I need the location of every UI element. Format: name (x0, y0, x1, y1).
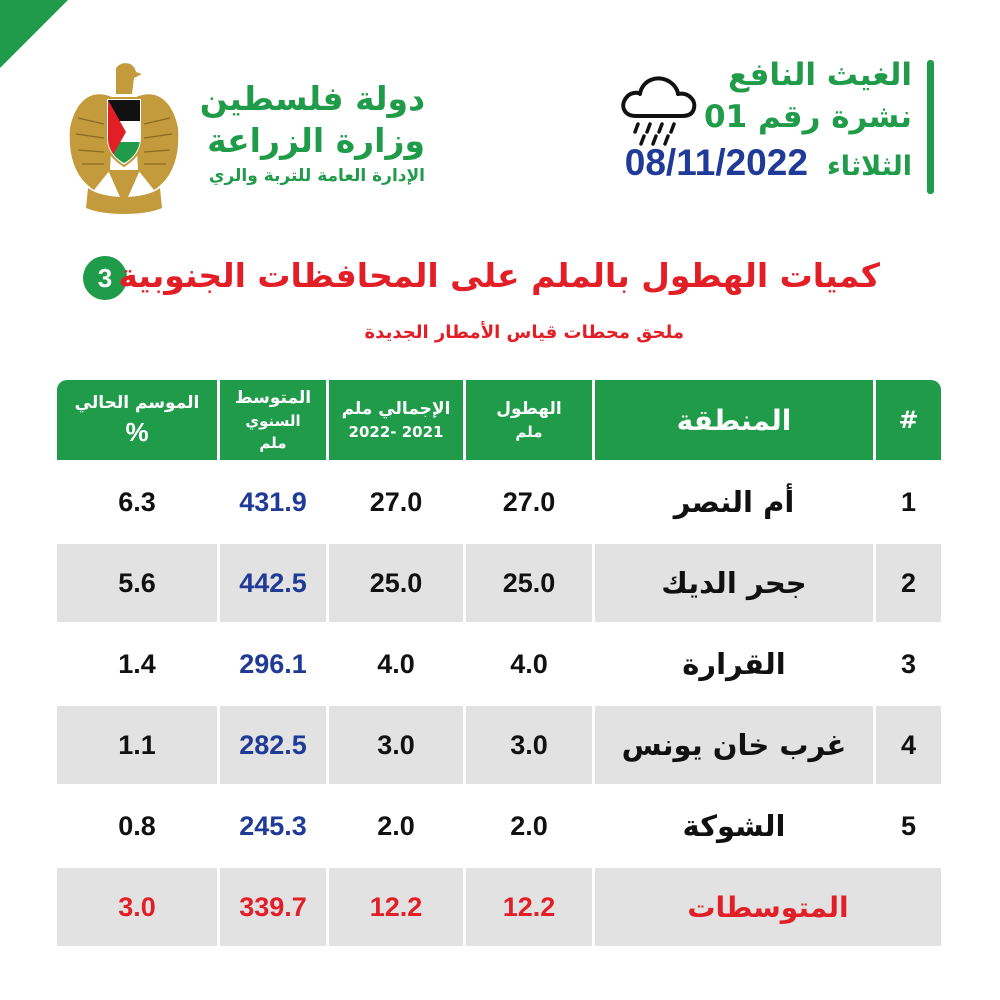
cell-rainfall: 25.0 (466, 544, 592, 622)
cell-season: 0.8 (57, 787, 217, 865)
bulletin-date-line (625, 138, 912, 195)
rainfall-table (54, 377, 944, 949)
cell-total: 25.0 (329, 544, 463, 622)
table-row (57, 463, 941, 541)
table-row (57, 706, 941, 784)
bulletin-block (625, 54, 912, 195)
cell-region: القرارة (595, 625, 873, 703)
cell-region: أم النصر (595, 463, 873, 541)
ministry-name: وزارة الزراعة (207, 121, 425, 160)
section-number-badge: 3 (83, 256, 127, 300)
cell-region: غرب خان يونس (595, 706, 873, 784)
cell-rainfall: 4.0 (466, 625, 592, 703)
cell-total: 2.0 (329, 787, 463, 865)
bulletin-day: الثلاثاء (827, 151, 912, 182)
table-header-row (57, 380, 941, 460)
cell-season: 1.1 (57, 706, 217, 784)
ministry-block (190, 78, 425, 190)
header-season: الموسم الحالي % (57, 380, 217, 460)
cell-annual: 296.1 (220, 625, 326, 703)
averages-label: المتوسطات (595, 868, 941, 946)
cell-annual: 282.5 (220, 706, 326, 784)
cell-annual: 245.3 (220, 787, 326, 865)
header-annual-average: المتوسط السنوي ملم (220, 380, 326, 460)
cell-region: الشوكة (595, 787, 873, 865)
table-row (57, 544, 941, 622)
section-title-row (80, 254, 880, 304)
avg-rainfall: 12.2 (466, 868, 592, 946)
department-name: الإدارة العامة للتربة والري (208, 166, 425, 186)
avg-annual: 339.7 (220, 868, 326, 946)
cell-region: جحر الديك (595, 544, 873, 622)
cell-season: 6.3 (57, 463, 217, 541)
cell-season: 1.4 (57, 625, 217, 703)
cell-annual: 431.9 (220, 463, 326, 541)
header-accent-bar (927, 60, 934, 194)
table-row (57, 787, 941, 865)
cell-index: 5 (876, 787, 941, 865)
bulletin-date: 08/11/2022 (624, 142, 808, 183)
palestine-emblem-icon (64, 58, 184, 218)
cell-total: 27.0 (329, 463, 463, 541)
averages-row (57, 868, 941, 946)
country-name: دولة فلسطين (199, 79, 425, 118)
avg-season: 3.0 (57, 868, 217, 946)
cell-rainfall: 27.0 (466, 463, 592, 541)
cell-rainfall: 2.0 (466, 787, 592, 865)
cell-index: 2 (876, 544, 941, 622)
cell-index: 1 (876, 463, 941, 541)
bulletin-title: الغيث النافع (727, 57, 912, 93)
cell-rainfall: 3.0 (466, 706, 592, 784)
bulletin-number: نشرة رقم 01 (704, 99, 912, 135)
avg-total: 12.2 (329, 868, 463, 946)
cell-total: 3.0 (329, 706, 463, 784)
cell-index: 3 (876, 625, 941, 703)
header-region: المنطقة (595, 380, 873, 460)
cell-annual: 442.5 (220, 544, 326, 622)
cell-season: 5.6 (57, 544, 217, 622)
header-index: # (876, 380, 941, 460)
corner-triangle (0, 0, 68, 68)
section-title: كميات الهطول بالملم على المحافظات الجنوبية (118, 256, 880, 295)
section-subtitle: ملحق محطات قياس الأمطار الجديدة (364, 322, 684, 343)
header-total: الإجمالي ملم 2022- 2021 (329, 380, 463, 460)
table-row (57, 625, 941, 703)
header-rainfall: الهطول ملم (466, 380, 592, 460)
cell-total: 4.0 (329, 625, 463, 703)
cell-index: 4 (876, 706, 941, 784)
